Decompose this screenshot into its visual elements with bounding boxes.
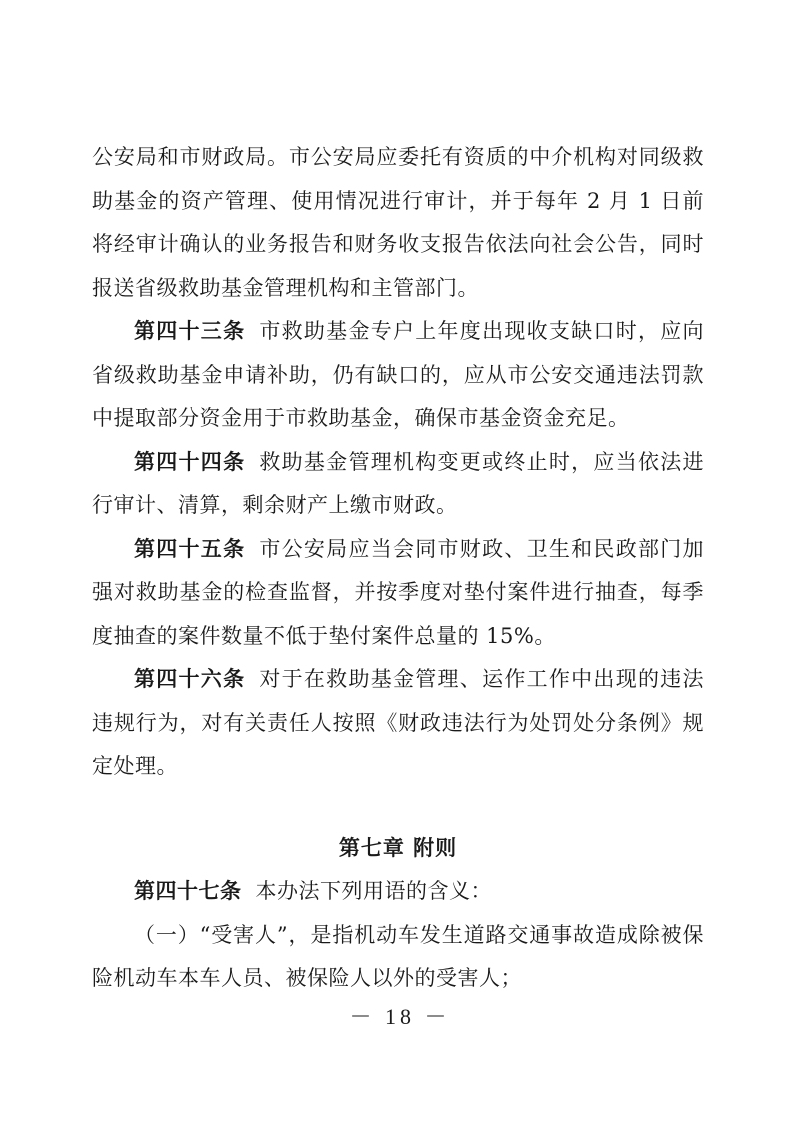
article-47 [92,870,704,914]
article-46-text: 对于在救助基金管理、运作工作中出现的违法违规行为，对有关责任人按照《财政违法行为处罚处分条例》规定处理。 [92,667,705,778]
article-45 [92,528,704,659]
page-number: － 18 － [349,1004,451,1029]
article-44-text: 救助基金管理机构变更或终止时，应当依法进行审计、清算，剩余财产上缴市财政。 [92,449,705,517]
paragraph-continued: 公安局和市财政局。市公安局应委托有资质的中介机构对同级救助基金的资产管理、使用情况进行审计，并于每年 2 月 1 日前将经审计确认的业务报告和财务收支报告依法向社会公告，同时报送省级救助基金管理机构和主管部门。 [92,145,704,300]
chapter-heading: 第七章 附则 [338,835,458,860]
definition-item-1: （一）“受害人”，是指机动车发生道路交通事故造成除被保险机动车本车人员、被保险人以外的受害人； [92,922,704,990]
article-47-text: 本办法下列用语的含义： [255,879,492,903]
article-44-number: 第四十四条 [134,449,246,474]
article-43-text: 市救助基金专户上年度出现收支缺口时，应向省级救助基金申请补助，仍有缺口的，应从市公安交通违法罚款中提取部分资金用于市救助基金，确保市基金资金充足。 [92,319,705,430]
article-47-number: 第四十七条 [134,879,242,903]
article-43 [92,310,704,441]
article-46 [92,658,704,789]
article-45-text: 市公安局应当会同市财政、卫生和民政部门加强对救助基金的检查监督，并按季度对垫付案件进行抽查，每季度抽查的案件数量不低于垫付案件总量的 15%。 [92,536,705,648]
article-45-number: 第四十五条 [134,536,246,561]
document-body [92,136,704,1001]
article-44 [92,441,704,528]
article-46-number: 第四十六条 [134,667,246,691]
article-43-number: 第四十三条 [134,319,246,343]
